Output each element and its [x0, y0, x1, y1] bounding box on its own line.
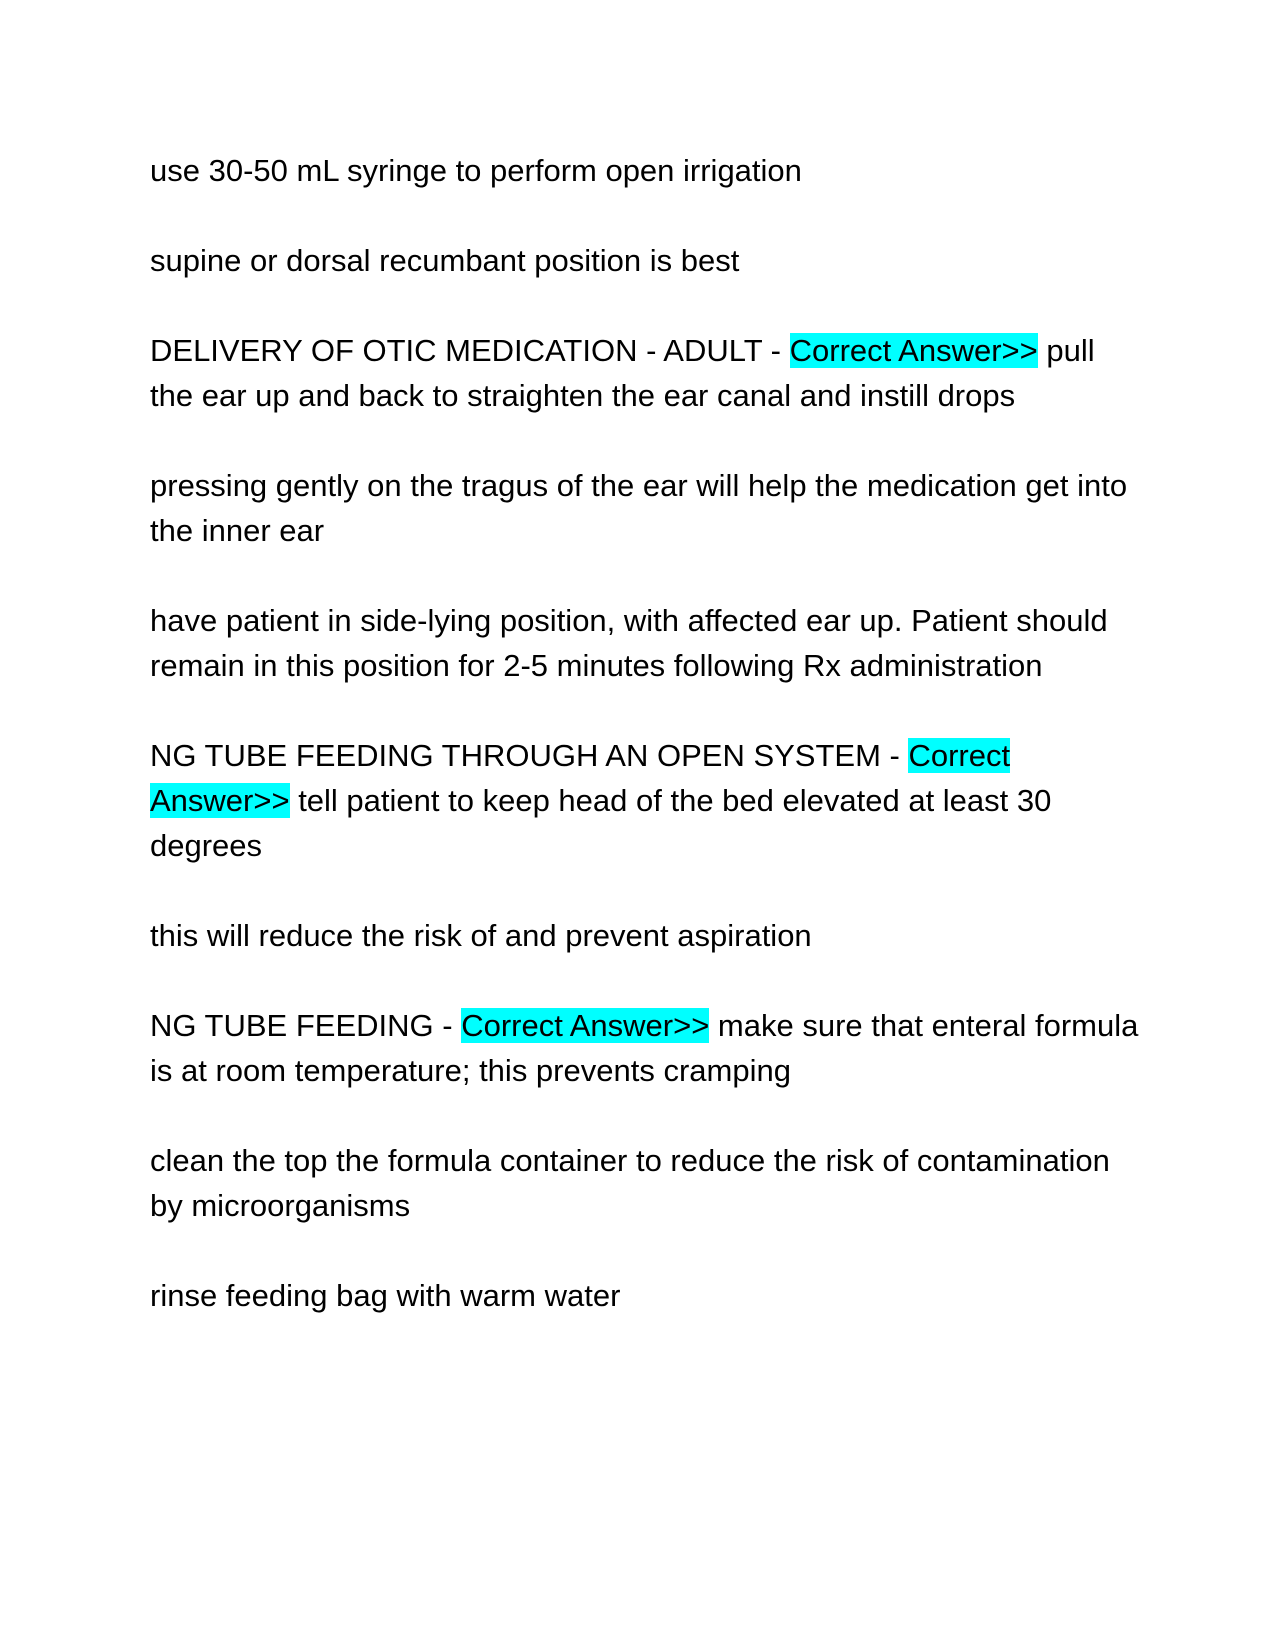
paragraph-otic-medication	[150, 328, 1140, 418]
paragraph-tragus	[150, 463, 1140, 553]
document-page	[150, 148, 1140, 1363]
question-text: DELIVERY OF OTIC MEDICATION - ADULT -	[150, 333, 790, 368]
correct-answer-highlight: Correct Answer>>	[789, 333, 1038, 368]
correct-answer-highlight: Correct Answer>>	[150, 738, 1011, 818]
paragraph-rinse-bag	[150, 1273, 1140, 1318]
paragraph-clean-container	[150, 1138, 1140, 1228]
question-text: NG TUBE FEEDING -	[150, 1008, 462, 1043]
paragraph-ng-feeding	[150, 1003, 1140, 1093]
paragraph-text: pressing gently on the tragus of the ear will help the medication get into the inner ear	[150, 468, 1128, 548]
paragraph-side-lying	[150, 598, 1140, 688]
paragraph-aspiration	[150, 913, 1140, 958]
paragraph-text: supine or dorsal recumbant position is best	[150, 243, 740, 278]
paragraph-ng-open-system	[150, 733, 1140, 868]
answer-text: tell patient to keep head of the bed elevated at least 30 degrees	[150, 783, 1052, 863]
paragraph-supine-position	[150, 238, 1140, 283]
question-text: NG TUBE FEEDING THROUGH AN OPEN SYSTEM -	[150, 738, 909, 773]
paragraph-text: rinse feeding bag with warm water	[150, 1278, 621, 1313]
answer-text: pull the ear up and back to straighten the ear canal and instill drops	[150, 333, 1095, 413]
paragraph-text: this will reduce the risk of and prevent aspiration	[150, 918, 812, 953]
paragraph-text: have patient in side-lying position, with affected ear up. Patient should remain in this position for 2-5 minutes following Rx administration	[150, 603, 1108, 683]
answer-text: make sure that enteral formula is at room temperature; this prevents cramping	[150, 1008, 1139, 1088]
paragraph-text: use 30-50 mL syringe to perform open irrigation	[150, 153, 802, 188]
correct-answer-highlight: Correct Answer>>	[461, 1008, 710, 1043]
paragraph-text: clean the top the formula container to reduce the risk of contamination by microorganisms	[150, 1143, 1110, 1223]
paragraph-open-irrigation	[150, 148, 1140, 193]
